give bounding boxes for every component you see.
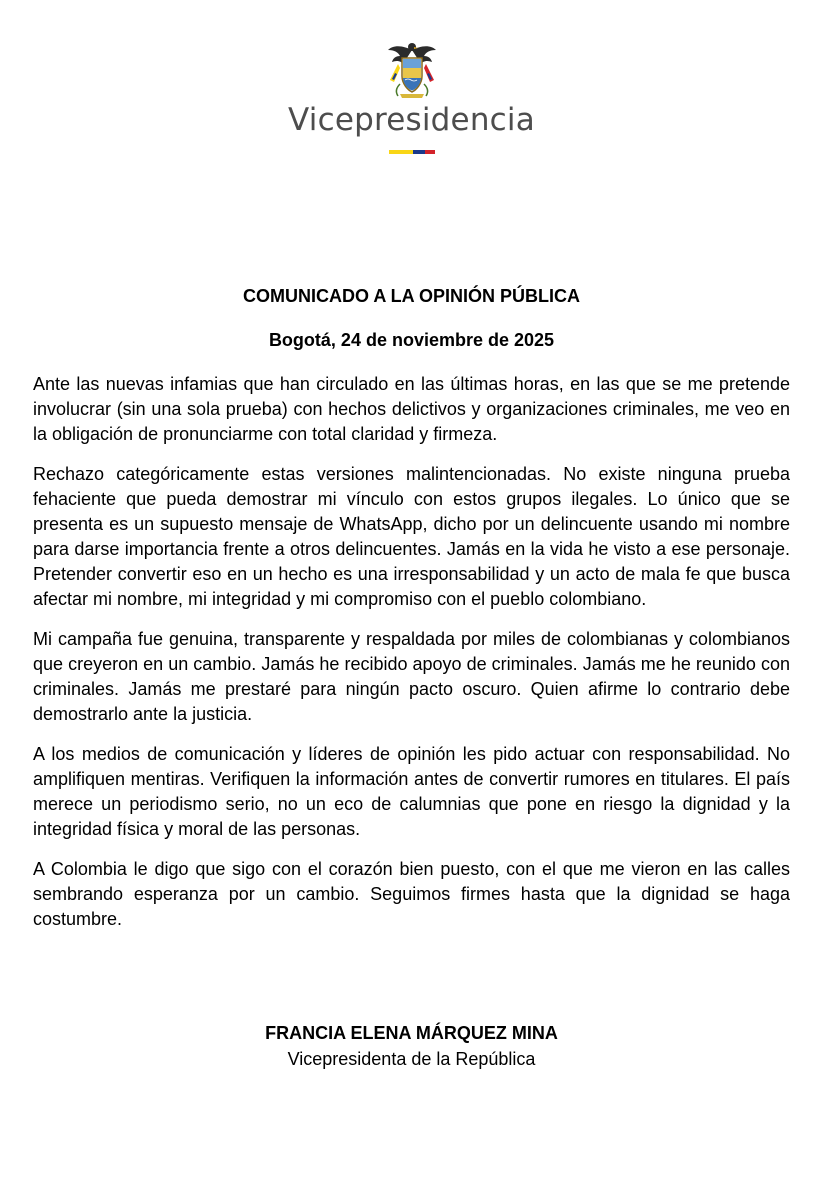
paragraph: A los medios de comunicación y líderes de opinión les pido actuar con responsabilidad. No amplifiquen mentiras. Verifiquen la información antes de convertir rumores en titulares. El país merece un periodismo serio, no un eco de calumnias que pone en riesgo la dignidad y la integridad física y moral de las personas. [33,744,790,839]
colombia-coat-of-arms-icon [386,40,438,100]
signature-block [0,1020,823,1072]
communique-body [33,284,790,947]
paragraph: Ante las nuevas infamias que han circulado en las últimas horas, en las que se me pretende involucrar (sin una sola prueba) con hechos delictivos y organizaciones criminales, me veo en la obligación de pronunciarme con total claridad y firmeza. [33,374,790,444]
flag-blue-stripe [413,150,425,154]
paragraph-list [33,372,790,932]
letterhead [0,40,823,154]
signatory-name: FRANCIA ELENA MÁRQUEZ MINA [265,1023,558,1043]
document-date: Bogotá, 24 de noviembre de 2025 [268,330,555,350]
flag-color-bar [389,150,435,154]
signatory-role: Vicepresidenta de la República [287,1049,536,1069]
paragraph: Mi campaña fue genuina, transparente y respaldada por miles de colombianas y colombianos que creyeron en un cambio. Jamás he recibido apoyo de criminales. Jamás me he reunido con criminales. Jamás me prestaré para ningún pacto oscuro. Quien afirme lo contrario debe demostrarlo ante la justicia. [33,629,790,724]
org-name: Vicepresidencia [288,102,535,138]
flag-red-stripe [425,150,435,154]
flag-yellow-stripe [389,150,413,154]
paragraph: A Colombia le digo que sigo con el corazón bien puesto, con el que me vieron en las calles sembrando esperanza por un cambio. Seguimos firmes hasta que la dignidad se haga costumbre. [33,859,790,929]
paragraph: Rechazo categóricamente estas versiones malintencionadas. No existe ninguna prueba fehaciente que pueda demostrar mi vínculo con estos grupos ilegales. Lo único que se presenta es un supuesto mensaje de WhatsApp, dicho por un delincuente usando mi nombre para darse importancia frente a otros delincuentes. Jamás en la vida he visto a ese personaje. Pretender convertir eso en un hecho es una irresponsabilidad y un acto de mala fe que busca afectar mi nombre, mi integridad y mi compromiso con el pueblo colombiano. [33,464,790,609]
document-title: COMUNICADO A LA OPINIÓN PÚBLICA [243,286,580,306]
